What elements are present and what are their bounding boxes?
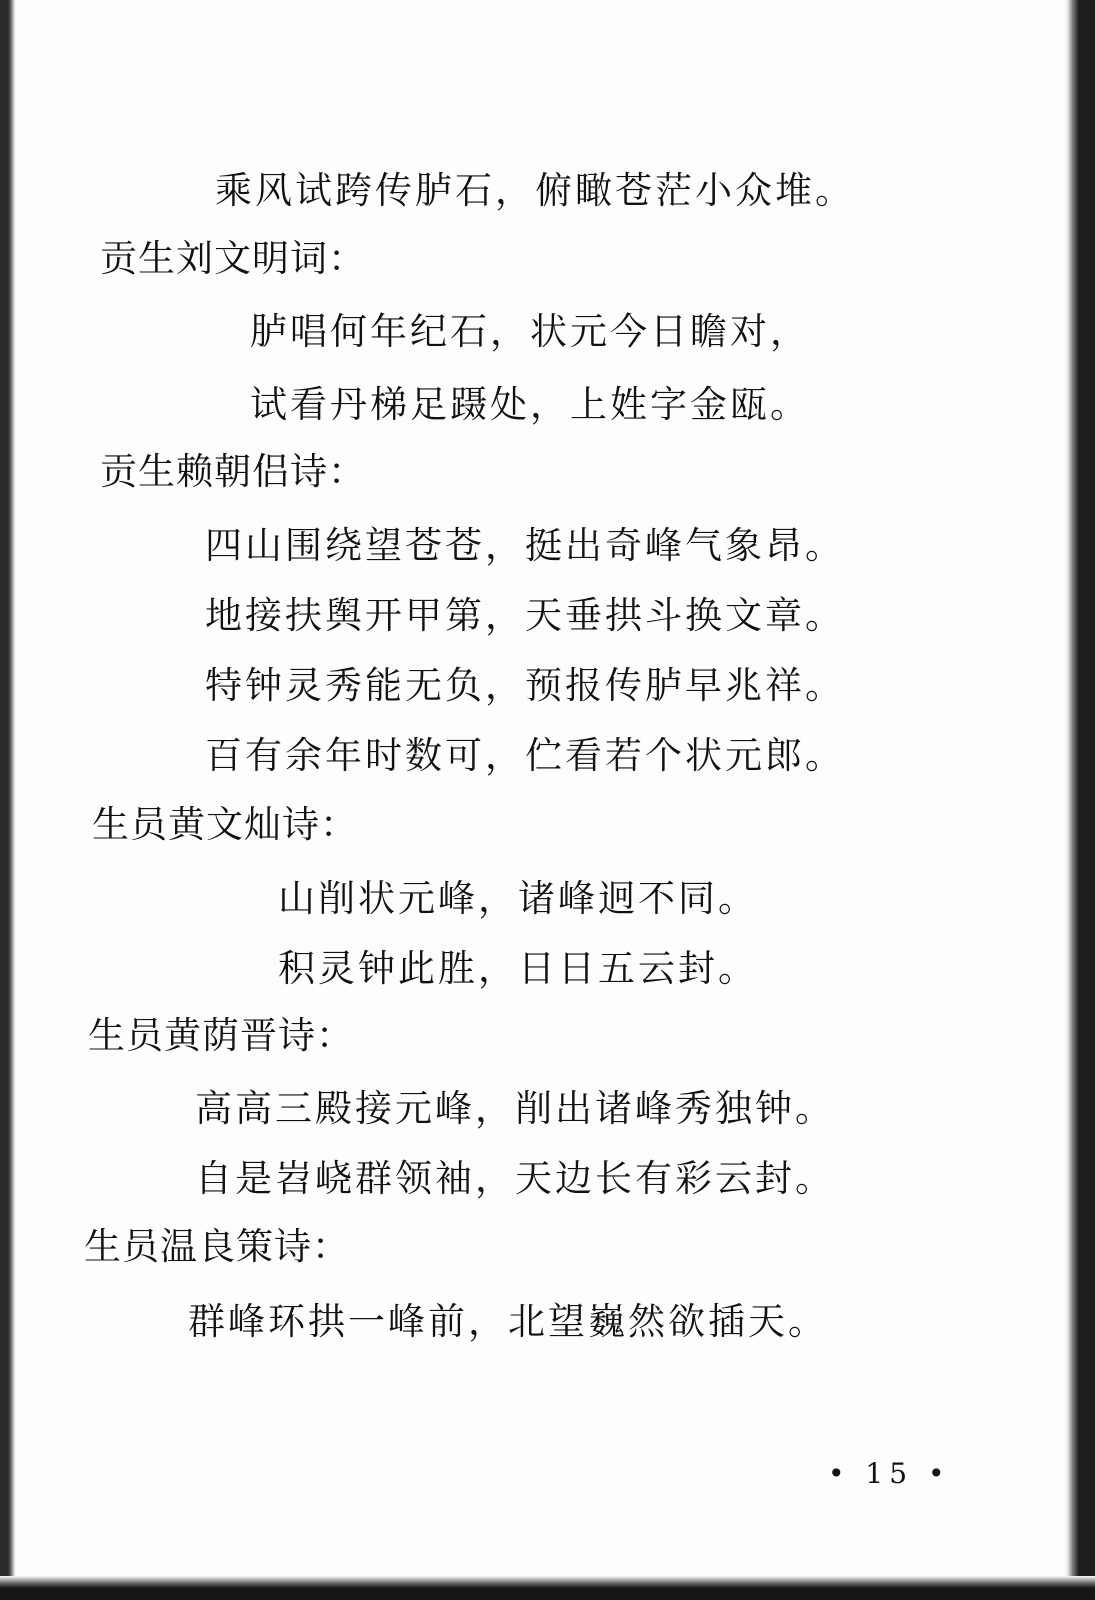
verse-line: 试看丹梯足蹑处，上姓字金瓯。: [250, 383, 810, 426]
scan-edge-left: [0, 0, 16, 1600]
verse-line: 乘风试跨传胪石，俯瞰苍茫小众堆。: [215, 169, 855, 212]
verse-line: 山削状元峰，诸峰迥不同。: [278, 877, 758, 920]
poem-attribution: 贡生刘文明词：: [100, 237, 366, 280]
scan-edge-right: [1065, 0, 1095, 1600]
verse-line: 地接扶舆开甲第，天垂拱斗换文章。: [205, 594, 845, 637]
verse-line: 特钟灵秀能无负，预报传胪早兆祥。: [205, 664, 845, 707]
verse-line: 群峰环拱一峰前，北望巍然欲插天。: [188, 1300, 828, 1343]
poem-attribution: 生员黄荫晋诗：: [88, 1014, 354, 1057]
verse-line: 四山围绕望苍苍，挺出奇峰气象昂。: [205, 524, 845, 567]
scan-edge-bottom: [0, 1576, 1095, 1600]
verse-line: 高高三殿接元峰，削出诸峰秀独钟。: [195, 1087, 835, 1130]
verse-line: 积灵钟此胜，日日五云封。: [278, 947, 758, 990]
poem-attribution: 生员温良策诗：: [84, 1225, 350, 1268]
poem-attribution: 生员黄文灿诗：: [92, 803, 358, 846]
page-number: • 15 •: [828, 1457, 951, 1490]
verse-line: 胪唱何年纪石，状元今日瞻对，: [250, 310, 810, 353]
verse-line: 自是岧峣群领袖，天边长有彩云封。: [195, 1157, 835, 1200]
verse-line: 百有余年时数可，伫看若个状元郎。: [205, 734, 845, 777]
poem-attribution: 贡生赖朝侣诗：: [100, 450, 366, 493]
